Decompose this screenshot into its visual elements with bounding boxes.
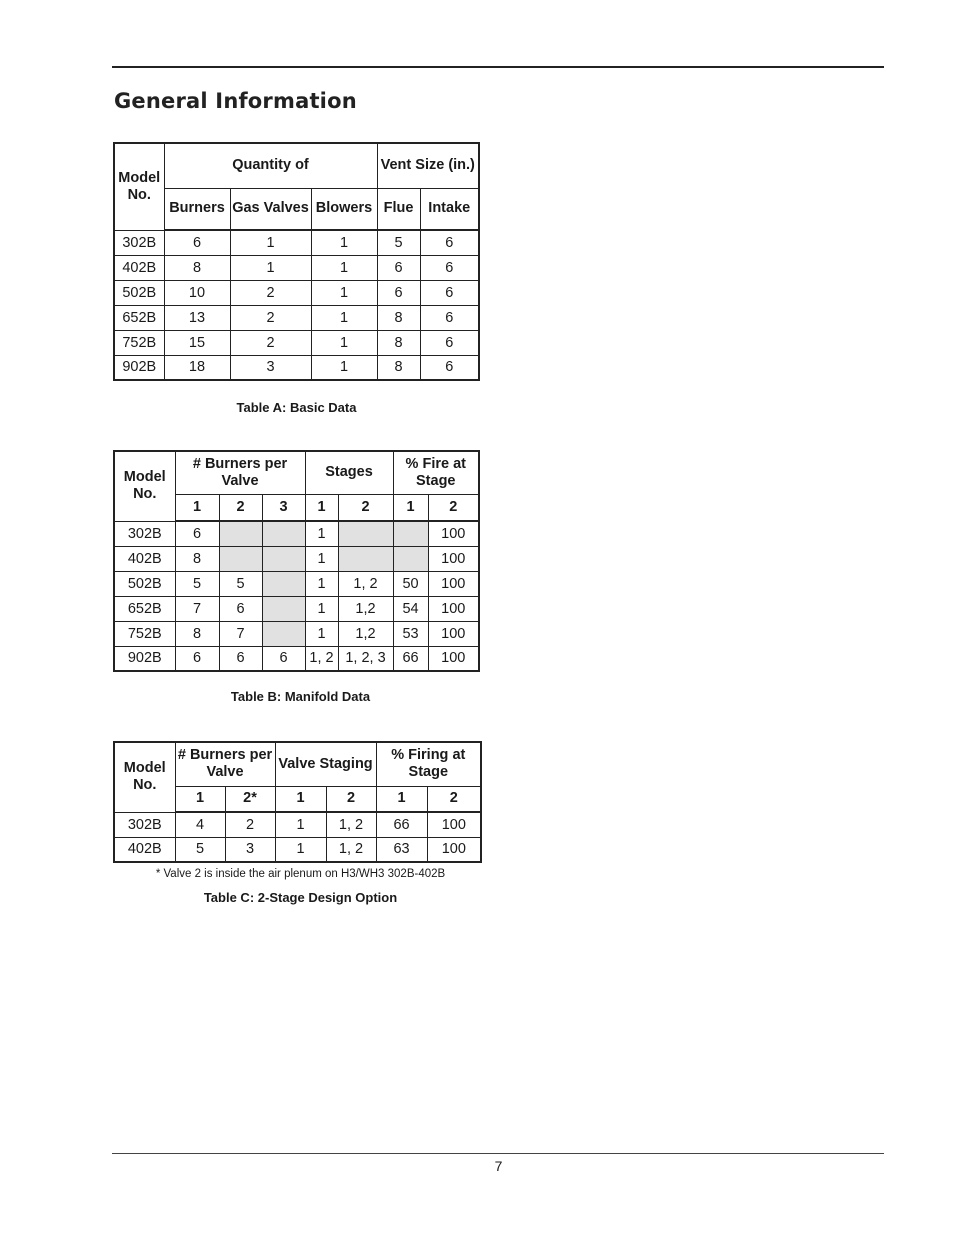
table-row (114, 621, 479, 646)
data-cell: 6 (377, 280, 420, 305)
table-row (114, 571, 479, 596)
data-cell: 7 (219, 621, 262, 646)
data-cell: 8 (377, 305, 420, 330)
header-burners-per-valve: # Burners per Valve (175, 742, 275, 786)
data-cell: 6 (420, 355, 479, 380)
data-cell: 100 (428, 596, 479, 621)
data-cell: 1,2 (338, 621, 393, 646)
table-row (114, 355, 479, 380)
model-cell: 302B (114, 521, 175, 546)
data-cell (262, 571, 305, 596)
sub-header: 1 (305, 494, 338, 521)
data-cell (262, 621, 305, 646)
data-cell: 1 (311, 230, 377, 255)
data-cell: 6 (420, 230, 479, 255)
data-cell: 3 (230, 355, 311, 380)
model-cell: 752B (114, 621, 175, 646)
data-cell: 1 (275, 837, 326, 862)
data-cell: 6 (175, 646, 219, 671)
table-row (114, 596, 479, 621)
sub-header: 2 (427, 786, 481, 812)
data-cell (262, 596, 305, 621)
model-cell: 402B (114, 255, 164, 280)
model-cell: 302B (114, 230, 164, 255)
data-cell: 100 (427, 837, 481, 862)
data-cell: 8 (377, 355, 420, 380)
data-cell: 6 (219, 596, 262, 621)
data-cell: 100 (428, 571, 479, 596)
data-cell: 1 (311, 255, 377, 280)
data-cell: 100 (428, 621, 479, 646)
data-cell: 1 (305, 596, 338, 621)
data-cell: 6 (420, 305, 479, 330)
top-rule (112, 66, 884, 68)
data-cell: 66 (393, 646, 428, 671)
table-c-caption: Table C: 2-Stage Design Option (203, 890, 398, 905)
header-vent-size: Vent Size (in.) (377, 143, 479, 188)
data-cell: 1 (311, 280, 377, 305)
data-cell: 1 (305, 546, 338, 571)
data-cell: 54 (393, 596, 428, 621)
sub-header: 1 (175, 494, 219, 521)
data-cell: 100 (428, 546, 479, 571)
model-cell: 302B (114, 812, 175, 837)
data-cell: 1, 2 (326, 812, 376, 837)
data-cell: 1 (305, 521, 338, 546)
data-cell: 5 (377, 230, 420, 255)
model-cell: 652B (114, 305, 164, 330)
header-valve-staging: Valve Staging (275, 742, 376, 786)
header-burners-per-valve: # Burners per Valve (175, 451, 305, 494)
table-row (114, 837, 481, 862)
header-burners: Burners (164, 188, 230, 230)
data-cell: 100 (428, 521, 479, 546)
model-cell: 502B (114, 280, 164, 305)
header-intake: Intake (420, 188, 479, 230)
data-cell (262, 521, 305, 546)
table-row (114, 255, 479, 280)
table-a-basic-data (113, 142, 480, 381)
table-c-two-stage-option (113, 741, 482, 863)
data-cell: 1, 2 (338, 571, 393, 596)
model-cell: 402B (114, 546, 175, 571)
data-cell: 6 (219, 646, 262, 671)
header-blowers: Blowers (311, 188, 377, 230)
data-cell: 1 (230, 255, 311, 280)
data-cell: 100 (427, 812, 481, 837)
data-cell: 7 (175, 596, 219, 621)
data-cell: 1 (305, 571, 338, 596)
data-cell (393, 521, 428, 546)
data-cell: 1,2 (338, 596, 393, 621)
header-firing-at-stage: % Firing at Stage (376, 742, 481, 786)
data-cell: 2 (225, 812, 275, 837)
data-cell: 100 (428, 646, 479, 671)
table-row (114, 646, 479, 671)
header-stages: Stages (305, 451, 393, 494)
model-cell: 902B (114, 355, 164, 380)
sub-header: 1 (376, 786, 427, 812)
data-cell: 6 (175, 521, 219, 546)
header-flue: Flue (377, 188, 420, 230)
sub-header: 2* (225, 786, 275, 812)
sub-header: 2 (428, 494, 479, 521)
sub-header: 1 (175, 786, 225, 812)
header-model-no: Model No. (114, 451, 175, 521)
header-quantity-of: Quantity of (164, 143, 377, 188)
data-cell (393, 546, 428, 571)
data-cell: 18 (164, 355, 230, 380)
model-cell: 402B (114, 837, 175, 862)
data-cell: 8 (175, 546, 219, 571)
model-cell: 652B (114, 596, 175, 621)
data-cell: 1, 2 (326, 837, 376, 862)
data-cell: 6 (420, 280, 479, 305)
data-cell: 4 (175, 812, 225, 837)
data-cell (219, 521, 262, 546)
table-row (114, 812, 481, 837)
header-model-no: Model No. (114, 742, 175, 812)
data-cell: 10 (164, 280, 230, 305)
data-cell: 6 (420, 330, 479, 355)
data-cell: 5 (175, 571, 219, 596)
model-cell: 902B (114, 646, 175, 671)
data-cell (262, 546, 305, 571)
data-cell (338, 521, 393, 546)
data-cell: 1, 2, 3 (338, 646, 393, 671)
data-cell: 5 (219, 571, 262, 596)
data-cell (219, 546, 262, 571)
data-cell: 8 (164, 255, 230, 280)
data-cell: 1 (311, 305, 377, 330)
header-fire-at-stage: % Fire at Stage (393, 451, 479, 494)
page-title: General Information (114, 89, 357, 113)
model-cell: 752B (114, 330, 164, 355)
header-model-no: Model No. (114, 143, 164, 230)
sub-header: 2 (338, 494, 393, 521)
data-cell: 2 (230, 305, 311, 330)
table-row (114, 521, 479, 546)
data-cell: 6 (377, 255, 420, 280)
data-cell: 2 (230, 330, 311, 355)
data-cell: 1, 2 (305, 646, 338, 671)
table-b-caption: Table B: Manifold Data (230, 689, 371, 704)
table-a-caption: Table A: Basic Data (236, 400, 357, 415)
table-row (114, 230, 479, 255)
table-b-manifold-data (113, 450, 480, 672)
header-gas-valves: Gas Valves (230, 188, 311, 230)
data-cell: 1 (230, 230, 311, 255)
sub-header: 2 (219, 494, 262, 521)
table-row (114, 330, 479, 355)
data-cell: 8 (377, 330, 420, 355)
sub-header: 2 (326, 786, 376, 812)
sub-header: 1 (393, 494, 428, 521)
data-cell: 5 (175, 837, 225, 862)
sub-header: 1 (275, 786, 326, 812)
data-cell: 6 (262, 646, 305, 671)
table-row (114, 280, 479, 305)
table-row (114, 546, 479, 571)
table-c-footnote: * Valve 2 is inside the air plenum on H3/WH3 302B-402B (155, 868, 446, 880)
data-cell: 13 (164, 305, 230, 330)
data-cell: 66 (376, 812, 427, 837)
data-cell: 1 (275, 812, 326, 837)
bottom-rule (112, 1153, 884, 1154)
data-cell: 6 (164, 230, 230, 255)
data-cell: 1 (311, 330, 377, 355)
page-number: 7 (494, 1158, 503, 1174)
data-cell: 1 (305, 621, 338, 646)
data-cell: 53 (393, 621, 428, 646)
model-cell: 502B (114, 571, 175, 596)
data-cell: 8 (175, 621, 219, 646)
data-cell: 15 (164, 330, 230, 355)
table-row (114, 305, 479, 330)
data-cell: 50 (393, 571, 428, 596)
data-cell: 3 (225, 837, 275, 862)
sub-header: 3 (262, 494, 305, 521)
data-cell: 2 (230, 280, 311, 305)
data-cell: 63 (376, 837, 427, 862)
data-cell: 6 (420, 255, 479, 280)
data-cell: 1 (311, 355, 377, 380)
data-cell (338, 546, 393, 571)
